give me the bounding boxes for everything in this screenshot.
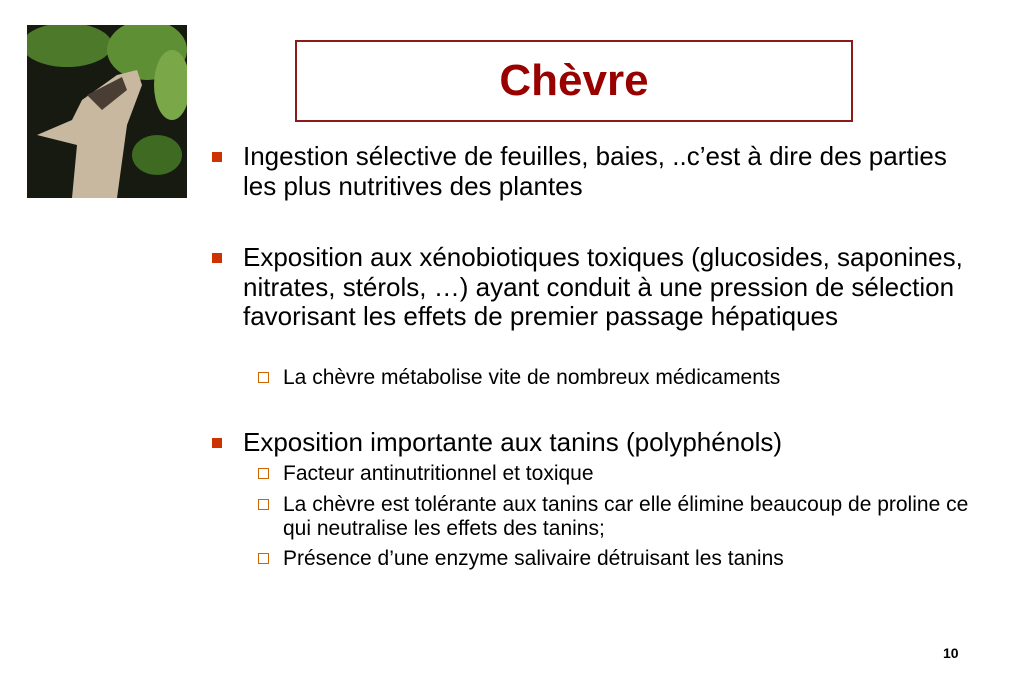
sub-bullet-text: La chèvre métabolise vite de nombreux médicaments: [283, 366, 781, 389]
sub-bullet-item: [283, 547, 983, 571]
square-bullet-icon: [212, 152, 222, 162]
title-box: [295, 40, 853, 122]
bullet-item: [243, 243, 983, 332]
sub-bullet-item: [283, 493, 983, 541]
hollow-square-bullet-icon: [258, 499, 269, 510]
bullet-item: [243, 428, 983, 458]
slide-title: Chèvre: [499, 56, 649, 105]
bullet-text: Exposition importante aux tanins (polyphénols): [243, 427, 783, 457]
sub-bullet-text: Présence d’une enzyme salivaire détruisant les tanins: [283, 547, 784, 570]
hollow-square-bullet-icon: [258, 468, 269, 479]
hollow-square-bullet-icon: [258, 553, 269, 564]
sub-bullet-item: [283, 462, 983, 486]
square-bullet-icon: [212, 438, 222, 448]
bullet-text: Ingestion sélective de feuilles, baies, ..c’est à dire des parties les plus nutritives des plantes: [243, 141, 947, 201]
bullet-text: Exposition aux xénobiotiques toxiques (glucosides, saponines, nitrates, stérols, …) ayant conduit à une pression de sélection favorisant les effets de premier passage hépatiques: [243, 242, 963, 331]
square-bullet-icon: [212, 253, 222, 263]
sub-bullet-item: [283, 366, 983, 390]
bullet-item: [243, 142, 983, 201]
goat-photo: [27, 25, 187, 198]
hollow-square-bullet-icon: [258, 372, 269, 383]
page-number: 10: [943, 645, 959, 661]
sub-bullet-text: La chèvre est tolérante aux tanins car elle élimine beaucoup de proline ce qui neutralise les effets des tanins;: [283, 493, 969, 540]
sub-bullet-text: Facteur antinutritionnel et toxique: [283, 462, 594, 485]
